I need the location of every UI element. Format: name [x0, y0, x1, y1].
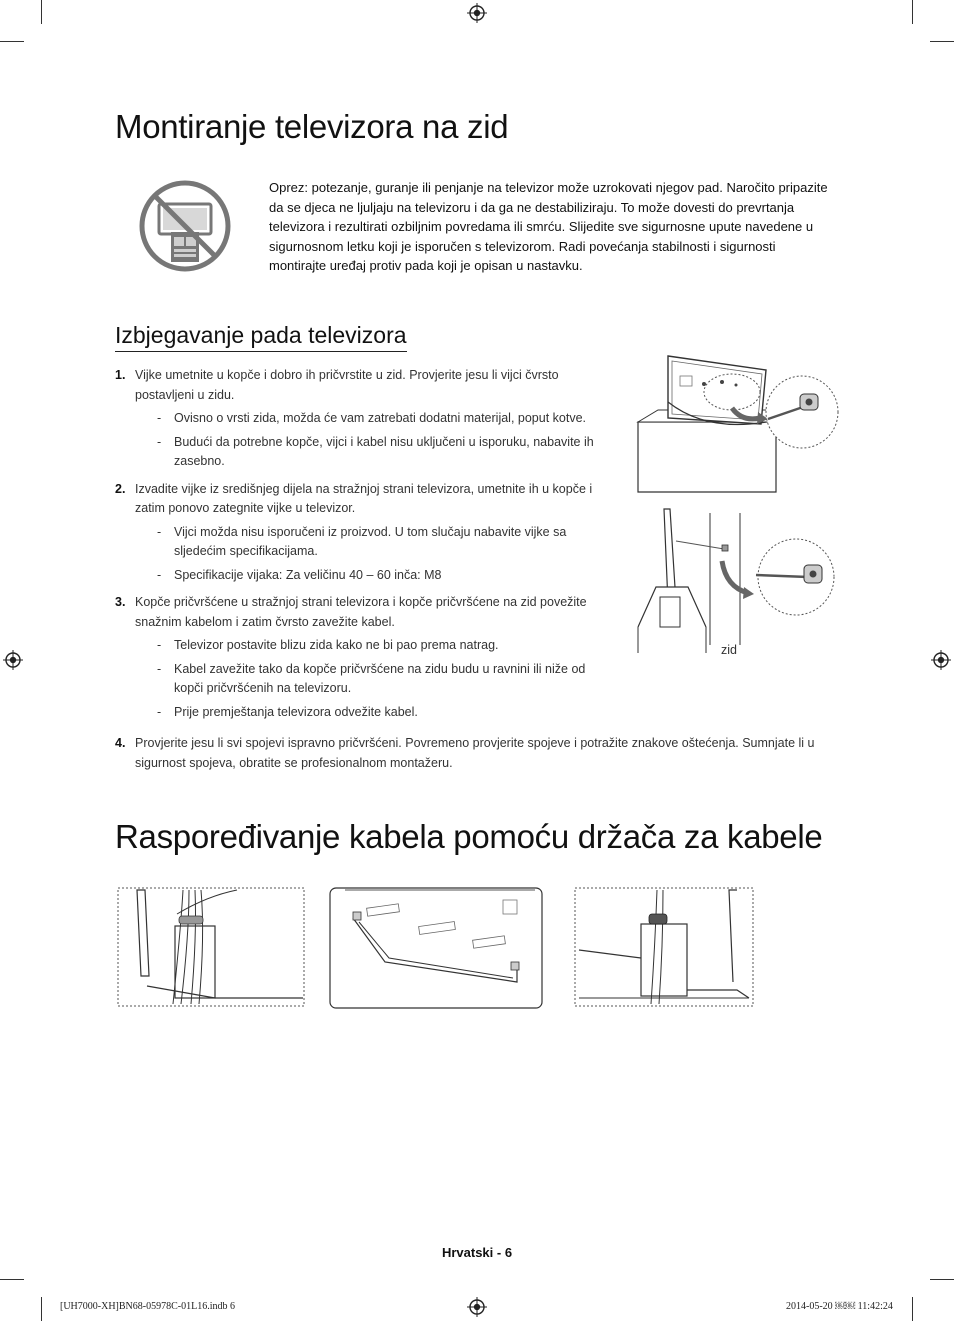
- list-item: 1. Vijke umetnite u kopče i dobro ih pričvrstite u zid. Provjerite jesu li vijci čvrsto postavljeni u zidu. - Ovisno o vrsti zida, možda će vam zatrebati dodatni materijal, poput kotve. - Budući da potrebne kopče, vijci i kabel nisu uključeni u isporuku, nabavite ih zasebno.: [115, 366, 605, 472]
- list-sub-item: - Prije premještanja televizora odvežite kabel.: [157, 704, 418, 719]
- registration-mark-icon: [3, 650, 23, 670]
- registration-mark-icon: [467, 1297, 487, 1317]
- list-sub-item: - Ovisno o vrsti zida, možda će vam zatrebati dodatni materijal, poput kotve.: [157, 411, 586, 425]
- list-sub-item: - Specifikacije vijaka: Za veličinu 40 – 60 inča: M8: [157, 567, 442, 582]
- crop-mark: [912, 1297, 913, 1321]
- print-slug-right: 2014-05-20 ￼￼ 11:42:24: [786, 1301, 893, 1312]
- list-item: 4. Provjerite jesu li svi spojevi ispravno pričvršćeni. Povremeno provjerite spojeve i potražite znakove oštećenja. Sumnjate li u sigurnost spojeva, obratite se profesionalnom montažeru.: [115, 736, 815, 770]
- list-item-4: [115, 734, 835, 773]
- section-title-cable: Raspoređivanje kabela pomoću držača za kabele: [115, 818, 823, 855]
- crop-mark: [0, 41, 24, 42]
- crop-mark: [0, 1279, 24, 1280]
- registration-mark-icon: [931, 650, 951, 670]
- crop-mark: [912, 0, 913, 24]
- list-sub-item: - Budući da potrebne kopče, vijci i kabel nisu uključeni u isporuku, nabavite ih zasebno.: [157, 434, 594, 468]
- tv-back-clip-illustration: [636, 352, 841, 497]
- registration-mark-icon: [467, 3, 487, 23]
- cable-holder-illustrations: [117, 886, 757, 1012]
- section-heading: [115, 322, 407, 352]
- no-climbing-on-tv-icon: [139, 180, 231, 272]
- print-slug-left: [UH7000-XH]BN68-05978C-01L16.indb 6: [60, 1301, 235, 1312]
- list-item: 2. Izvadite vijke iz središnjeg dijela na stražnjoj strani televizora, umetnite ih u kopče i zatim ponovo zategnite vijke u televizor. - Vijci možda nisu isporučeni iz proizvod. U tom slučaju nabavite vijke sa sljedećim specifikacijama. - Specifikacije vijaka: Za veličinu 40 – 60 inča: M8: [115, 480, 605, 586]
- crop-mark: [930, 1279, 954, 1280]
- steps-list: [115, 366, 605, 722]
- list-item: 3. Kopče pričvršćene u stražnjoj strani televizora i kopče pričvršćene na zid povežite snažnim kabelom i zatim čvrsto zavežite kabel. - Televizor postavite blizu zida kako ne bi pao prema natrag. - Kabel zavežite tako da kopče pričvršćene na zidu budu u ravnini ili niže od kopči pričvršćenih na televizoru. - Prije premještanja televizora odvežite kabel.: [115, 593, 605, 722]
- page-title: Montiranje televizora na zid: [115, 108, 509, 145]
- crop-mark: [41, 1297, 42, 1321]
- list-sub-item: - Vijci možda nisu isporučeni iz proizvod. U tom slučaju nabavite vijke sa sljedećim specifikacijama.: [157, 524, 567, 558]
- crop-mark: [41, 0, 42, 24]
- crop-mark: [930, 41, 954, 42]
- list-sub-item: - Kabel zavežite tako da kopče pričvršćene na zidu budu u ravnini ili niže od kopči pričvršćenih na televizoru.: [157, 661, 586, 695]
- page-number: Hrvatski - 6: [441, 1245, 513, 1260]
- wall-label: zid: [721, 643, 737, 657]
- section-title: Izbjegavanje pada televizora: [115, 322, 407, 352]
- warning-text: Oprez: potezanje, guranje ili penjanje na televizor može uzrokovati njegov pad. Naročito pripazite da se djeca ne ljuljaju na televizoru i da ga ne destabiliziraju. To može dovesti do prevrtanja televizora i rezultirati ozbiljnim povredama ili smrću. Slijedite sve sigurnosne upute navedene u sigurnosnom letku koji je isporučen s televizorom. Radi povećanja stabilnosti i sigurnosti montirajte uređaj protiv pada koji je opisan u nastavku.: [269, 180, 828, 273]
- list-sub-item: - Televizor postavite blizu zida kako ne bi pao prema natrag.: [157, 638, 499, 652]
- tv-side-wall-illustration: [636, 505, 841, 655]
